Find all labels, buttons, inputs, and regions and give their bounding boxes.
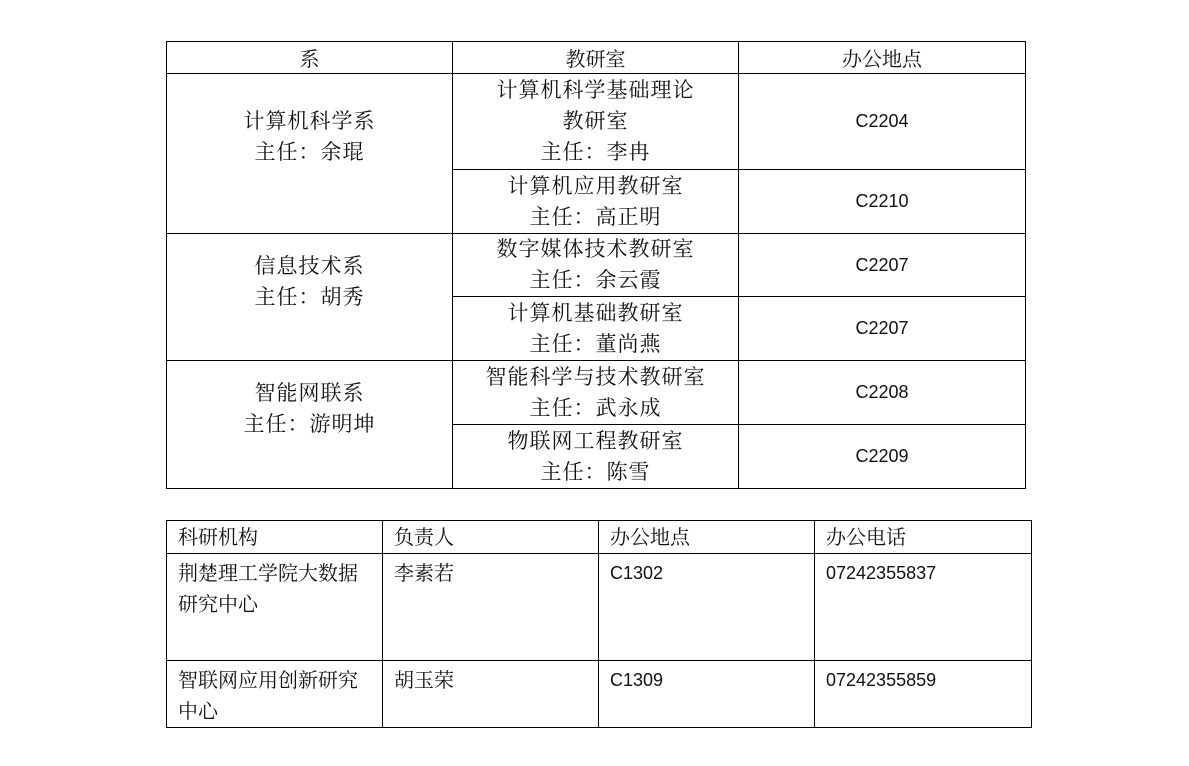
header-person-in-charge: 负责人 (383, 521, 599, 554)
office-location: C2209 (739, 425, 1026, 489)
header-research-institute: 科研机构 (167, 521, 383, 554)
header-office-location: 办公地点 (739, 42, 1026, 74)
department-cell (167, 74, 453, 234)
teaching-office-name: 智能科学与技术教研室 (485, 364, 706, 389)
header-teaching-office: 教研室 (453, 42, 739, 74)
institute-name-cont: 研究中心 (178, 592, 258, 616)
department-head: 主任：游明坤 (243, 412, 376, 436)
office-phone: 07242355859 (815, 661, 1032, 728)
teaching-office-cell (453, 170, 739, 234)
teaching-office-cell (453, 425, 739, 489)
department-cell (167, 234, 453, 361)
office-location: C2207 (739, 297, 1026, 361)
office-location: C1302 (599, 554, 815, 661)
office-location: C2204 (739, 74, 1026, 170)
teaching-office-cell (453, 74, 739, 170)
teaching-office-name: 计算机基础教研室 (507, 300, 684, 325)
teaching-office-name-cont: 教研室 (562, 109, 629, 133)
office-location: C2207 (739, 234, 1026, 297)
research-institute-table (166, 520, 1032, 728)
institute-name: 智联网应用创新研究 (178, 668, 358, 692)
teaching-office-name: 计算机科学基础理论 (496, 78, 695, 102)
department-name: 计算机科学系 (243, 109, 376, 133)
person-in-charge: 李素若 (383, 554, 599, 661)
person-in-charge: 胡玉荣 (383, 661, 599, 728)
office-location: C2208 (739, 361, 1026, 425)
teaching-office-head: 主任：武永成 (529, 395, 662, 420)
institute-name-cont: 中心 (178, 699, 218, 723)
institute-name: 荆楚理工学院大数据 (178, 561, 358, 585)
office-location: C1309 (599, 661, 815, 728)
department-office-table (166, 41, 1026, 489)
office-location: C2210 (739, 170, 1026, 234)
department-head: 主任：胡秀 (254, 285, 365, 309)
department-name: 智能网联系 (254, 381, 365, 405)
institute-name-cell (167, 661, 383, 728)
teaching-office-head: 主任：李冉 (540, 140, 651, 164)
teaching-office-cell (453, 361, 739, 425)
office-phone: 07242355837 (815, 554, 1032, 661)
teaching-office-name: 数字媒体技术教研室 (496, 237, 695, 261)
teaching-office-cell (453, 234, 739, 297)
teaching-office-head: 主任：陈雪 (540, 459, 651, 484)
header-office-location: 办公地点 (599, 521, 815, 554)
department-name: 信息技术系 (254, 254, 365, 278)
teaching-office-name: 物联网工程教研室 (507, 428, 684, 453)
teaching-office-name: 计算机应用教研室 (507, 173, 684, 198)
department-head: 主任：余琨 (254, 140, 365, 164)
teaching-office-cell (453, 297, 739, 361)
department-cell (167, 361, 453, 489)
header-office-phone: 办公电话 (815, 521, 1032, 554)
teaching-office-head: 主任：董尚燕 (529, 331, 662, 356)
institute-name-cell (167, 554, 383, 661)
teaching-office-head: 主任：高正明 (529, 204, 662, 229)
teaching-office-head: 主任：余云霞 (529, 268, 662, 292)
header-department: 系 (167, 42, 453, 74)
